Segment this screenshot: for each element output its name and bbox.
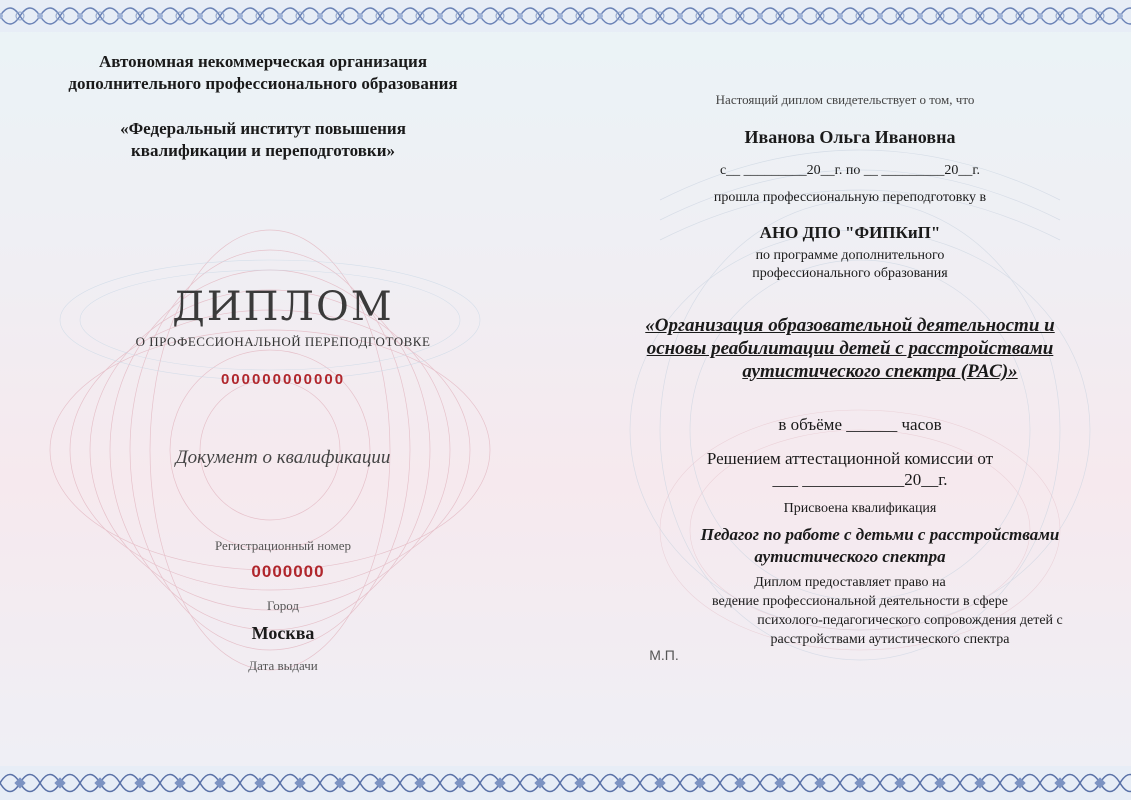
commission-decision-line2: ___ ____________20__г. — [772, 470, 948, 489]
decorative-border-bottom — [0, 766, 1131, 800]
attestation-intro: Настоящий диплом свидетельствует о том, что — [715, 92, 975, 107]
diploma-title: ДИПЛОМ — [172, 284, 394, 330]
issue-date-label: Дата выдачи — [248, 658, 318, 673]
program-title — [605, 314, 1095, 383]
registration-number-label: Регистрационный номер — [215, 538, 351, 553]
qualification-title-line1: Педагог по работе с детьми с расстройствами — [700, 525, 1060, 544]
rights-line1: Диплом предоставляет право на — [754, 575, 946, 590]
rights-line3: психолого-педагогического сопровождения детей с — [757, 613, 1063, 628]
border-pattern-top — [0, 0, 1131, 32]
program-hours: в объёме ______ часов — [778, 415, 942, 434]
institute-name-line2: квалификации и переподготовки» — [130, 141, 396, 160]
program-title-line3: аутистического спектра (РАС)» — [742, 361, 1018, 382]
rights-line2: ведение профессиональной деятельности в сфере — [712, 594, 1008, 609]
institute-name-line1: «Федеральный институт повышения — [120, 119, 406, 138]
program-title-line2: основы реабилитации детей с расстройствами — [646, 338, 1054, 359]
study-period: с__ _________20__г. по __ _________20__г. — [719, 163, 981, 178]
program-label-line1: по программе дополнительного — [755, 248, 945, 263]
city-value: Москва — [251, 623, 315, 643]
rights-line4: расстройствами аутистического спектра — [770, 632, 1010, 647]
decorative-border-top — [0, 0, 1131, 32]
org-name-line2: дополнительного профессионального образования — [68, 74, 458, 93]
retraining-statement: прошла профессиональную переподготовку в — [713, 190, 987, 205]
diploma-serial-number: 000000000000 — [220, 371, 346, 388]
border-pattern-bottom — [0, 766, 1131, 800]
commission-decision-line1: Решением аттестационной комиссии от — [706, 449, 994, 468]
org-name-line1: Автономная некоммерческая организация — [98, 52, 428, 71]
qualification-document-label: Документ о квалификации — [175, 447, 391, 468]
qualification-assigned-label: Присвоена квалификация — [783, 501, 937, 516]
city-label: Город — [266, 598, 300, 613]
qualification-title-line2: аутистического спектра — [754, 547, 946, 566]
program-label-line2: профессионального образования — [752, 266, 948, 281]
program-title-line1: «Организация образовательной деятельности и — [645, 315, 1055, 336]
diploma-subtitle: О ПРОФЕССИОНАЛЬНОЙ ПЕРЕПОДГОТОВКЕ — [135, 334, 431, 349]
registration-number: 0000000 — [251, 562, 325, 581]
organization-short-name: АНО ДПО "ФИПКиП" — [759, 223, 941, 242]
stamp-placeholder: М.П. — [649, 647, 679, 663]
holder-name: Иванова Ольга Ивановна — [744, 127, 956, 147]
